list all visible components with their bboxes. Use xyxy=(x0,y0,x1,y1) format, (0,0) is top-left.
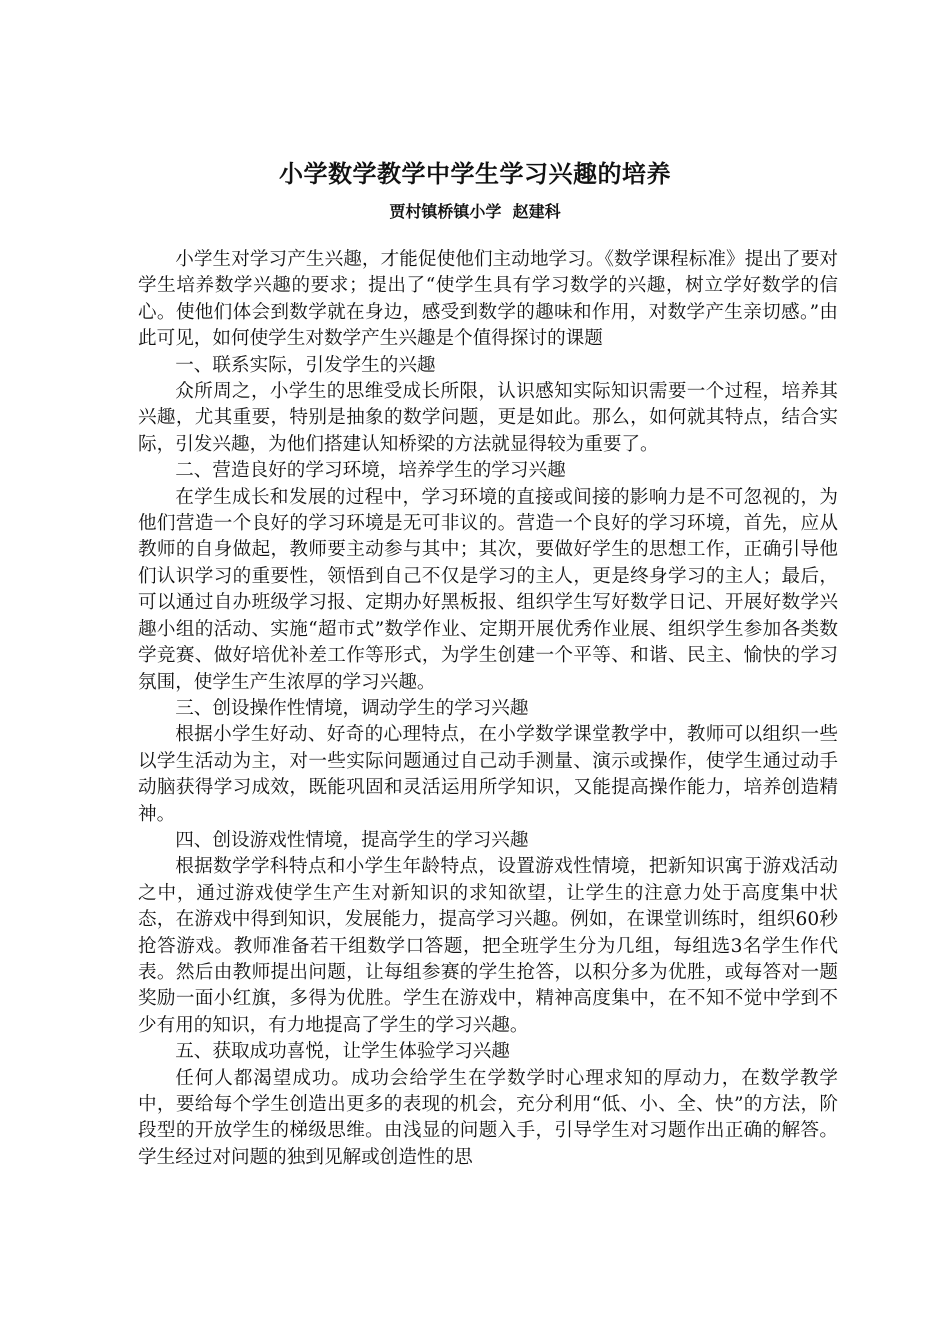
intro-paragraph: 小学生对学习产生兴趣，才能促使他们主动地学习。《数学课程标准》提出了要对学生培养数学兴趣的要求；提出了“使学生具有学习数学的兴趣，树立学好数学的信心。使他们体会到数学就在身边，感受到数学的趣味和作用，对数学产生亲切感。”由此可见，如何使学生对数学产生兴趣是个值得探讨的课题 xyxy=(138,249,838,350)
section-heading-5: 五、获取成功喜悦，让学生体验学习兴趣 xyxy=(175,1041,510,1063)
section-5-paragraph: 任何人都渴望成功。成功会给学生在学数学时心理求知的厚动力，在数学教学中，要给每个学生创造出更多的表现的机会，充分利用“低、小、全、快”的方法，阶段型的开放学生的梯级思维。由浅显的问题入手，引导学生对习题作出正确的解答。学生经过对问题的独到见解或创造性的思 xyxy=(138,1067,838,1168)
section-heading-1: 一、联系实际，引发学生的兴趣 xyxy=(175,354,436,376)
section-4-paragraph: 根据数学学科特点和小学生年龄特点，设置游戏性情境，把新知识寓于游戏活动之中，通过游戏使学生产生对新知识的求知欲望，让学生的注意力处于高度集中状态，在游戏中得到知识，发展能力，提高学习兴趣。例如，在课堂训练时，组织60秒抢答游戏。教师准备若干组数学口答题，把全班学生分为几组，每组选3名学生作代表。然后由教师提出问题，让每组参赛的学生抢答，以积分多为优胜，或每答对一题奖励一面小红旗，多得为优胜。学生在游戏中，精神高度集中，在不知不觉中学到不少有用的知识，有力地提高了学生的学习兴趣。 xyxy=(138,856,838,1036)
section-3-paragraph: 根据小学生好动、好奇的心理特点，在小学数学课堂教学中，教师可以组织一些以学生活动为主，对一些实际问题通过自己动手测量、演示或操作，使学生通过动手动脑获得学习成效，既能巩固和灵活运用所学知识，又能提高操作能力，培养创造精神。 xyxy=(138,724,838,825)
section-2-paragraph: 在学生成长和发展的过程中，学习环境的直接或间接的影响力是不可忽视的，为他们营造一个良好的学习环境是无可非议的。营造一个良好的学习环境，首先，应从教师的自身做起，教师要主动参与其中；其次，要做好学生的思想工作，正确引导他们认识学习的重要性，领悟到自己不仅是学习的主人，更是终身学习的主人；最后，可以通过自办班级学习报、定期办好黑板报、组织学生写好数学日记、开展好数学兴趣小组的活动、实施“超市式”数学作业、定期开展优秀作业展、组织学生参加各类数学竞赛、做好培优补差工作等形式，为学生创建一个平等、和谐、民主、愉快的学习氛围，使学生产生浓厚的学习兴趣。 xyxy=(138,486,838,693)
section-heading-4: 四、创设游戏性情境，提高学生的学习兴趣 xyxy=(175,829,529,851)
document-byline: 贾村镇桥镇小学 赵建科 xyxy=(389,202,561,221)
document-title: 小学数学教学中学生学习兴趣的培养 xyxy=(279,160,671,188)
document-body xyxy=(138,247,838,1171)
section-1-paragraph: 众所周之，小学生的思维受成长所限，认识感知实际知识需要一个过程，培养其兴趣，尤其重要，特别是抽象的数学问题，更是如此。那么，如何就其特点，结合实际，引发兴趣，为他们搭建认知桥梁的方法就显得较为重要了。 xyxy=(138,381,838,455)
section-heading-2: 二、营造良好的学习环境，培养学生的学习兴趣 xyxy=(175,460,566,482)
section-heading-3: 三、创设操作性情境，调动学生的学习兴趣 xyxy=(175,697,529,719)
